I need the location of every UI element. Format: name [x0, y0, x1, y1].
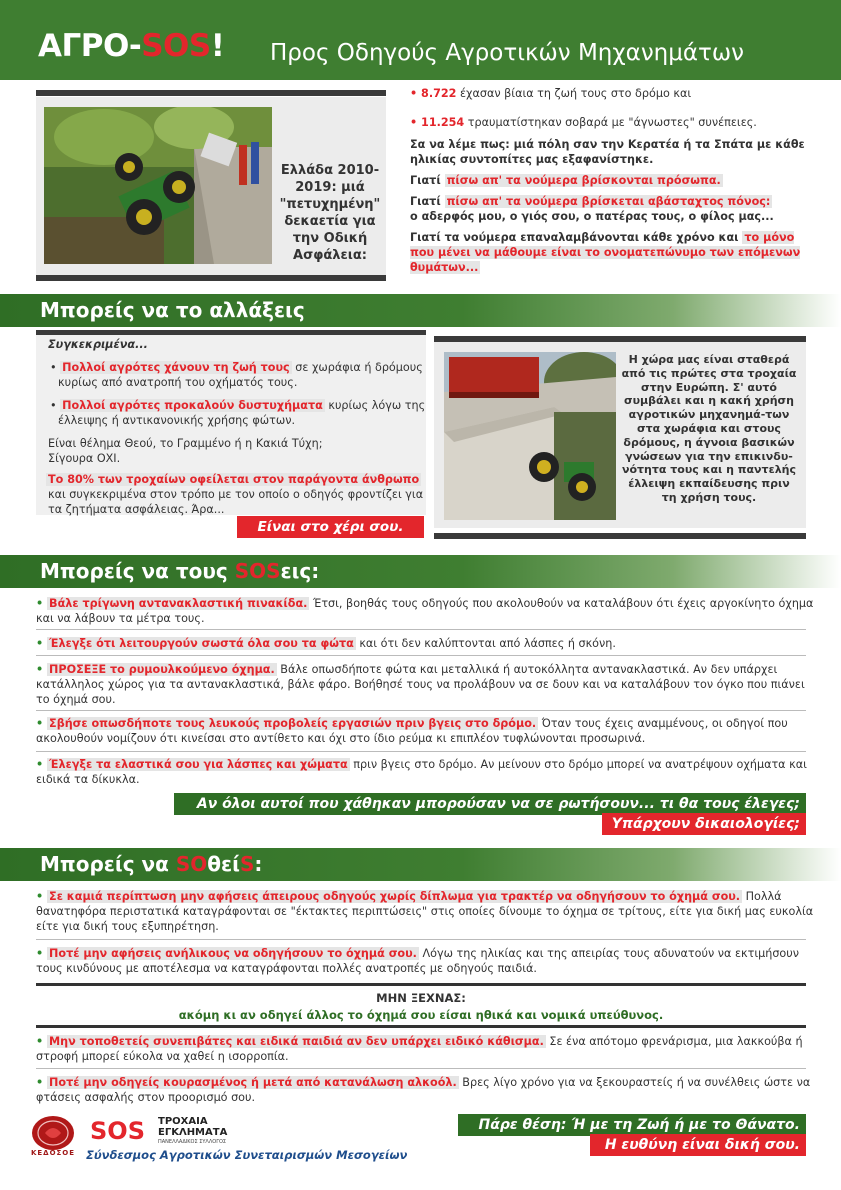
s4-divider-2 [36, 1068, 806, 1069]
s3-item-5: • Έλεγξε τα ελαστικά σου για λάσπες και χώματα πριν βγεις στο δρόμο. Αν μείνουν στο δρόμο μπορεί να ανατρέψουν οχήματα και ειδικά τα δίκυκλα. [36, 758, 807, 786]
s3-cta-question: Αν όλοι αυτοί που χάθηκαν μπορούσαν να σε ρωτήσουν... τι θα τους έλεγες; [174, 793, 806, 815]
bridge-tractor-photo [444, 352, 616, 520]
stat-line-4: Γιατί πίσω απ' τα νούμερα βρίσκονται πρόσωπα. [410, 174, 721, 187]
sos-logo-association: ΠΑΝΕΛΛΑΔΙΚΟΣ ΣΥΛΛΟΓΟΣ [158, 1139, 227, 1145]
s2-line4: Σίγουρα ΟΧΙ. [48, 452, 121, 465]
section2-banner [0, 294, 841, 327]
s4-item-4: • Ποτέ μην οδηγείς κουρασμένος ή μετά από κατανάλωση αλκοόλ. Βρες λίγο χρόνο για να ξεκουραστείς ή να συνέλθεις ώστε να φτάσεις ασφαλής στον προορισμό σου. [36, 1076, 811, 1104]
s3-divider-2 [36, 655, 806, 656]
s3-divider-3 [36, 710, 806, 711]
s4-divider-1 [36, 939, 806, 940]
stat-line-3: Σα να λέμε πως: μιά πόλη σαν την Κερατέα ή τα Σπάτα με κάθε ηλικίας συντοπίτες μας εξαφανίστηκε. [410, 138, 805, 166]
title-exclaim: ! [210, 28, 225, 64]
s2-cta: Είναι στο χέρι σου. [237, 516, 424, 538]
s2-item-2: • Πολλοί αγρότες προκαλούν δυστυχήματα κυρίως λόγω της έλλειψης ή αντικανονικής χρήσης φώτων. [50, 399, 426, 427]
section3-title: Μπορείς να τους SOSεις: [40, 559, 320, 583]
s4-cta-responsibility: Η ευθύνη είναι δική σου. [590, 1134, 806, 1156]
section2-title: Μπορείς να το αλλάξεις [40, 298, 305, 322]
header-banner [0, 0, 841, 80]
s3-item-1: • Βάλε τρίγωνη αντανακλαστική πινακίδα. Έτσι, βοηθάς τους οδηγούς που ακολουθούν να καταλάβουν ότι έχεις αργοκίνητο όχημα και να λάβουν τα μέτρα τους. [36, 597, 814, 625]
s2-intro: Συγκεκριμένα... [48, 338, 148, 351]
section4-title: Μπορείς να SOθείS: [40, 852, 263, 876]
top-stats-list [410, 86, 810, 281]
stat-line-6: Γιατί τα νούμερα επαναλαμβάνονται κάθε χρόνο και το μόνο που μένει να μάθουμε είναι το ονοματεπώνυμο των επόμενων θυμάτων... [410, 231, 801, 274]
main-title [38, 28, 224, 64]
title-part1: ΑΓΡΟ- [38, 28, 142, 64]
top-bar [36, 90, 386, 96]
s4-cta-choose: Πάρε θέση: Ή με τη Ζωή ή με το Θάνατο. [458, 1114, 806, 1136]
remember-box [36, 990, 806, 1024]
s4-item-1: • Σε καμιά περίπτωση μην αφήσεις άπειρους οδηγούς χωρίς δίπλωμα για τρακτέρ να οδηγήσουν το όχημά σου. Πολλά θανατηφόρα περιστατικά καταγράφονται σε "έκτακτες περιπτώσεις" στις οποίες δίνουμε το όχημα σε τρίτους, είτε για δική μας ευκολία είτε για δική τους εξυπηρέτηση. [36, 890, 814, 933]
s2-line5: Το 80% των τροχαίων οφείλεται στον παράγοντα άνθρωπο [48, 473, 420, 486]
s2-line3: Είναι θέλημα Θεού, το Γραμμένο ή η Κακιά Τύχη; [48, 437, 323, 450]
s2-right-bar-bottom [434, 533, 806, 539]
s2-right-text: Η χώρα μας είναι σταθερά από τις πρώτες στα τροχαία στην Ευρώπη. Σ' αυτό συμβάλει και η κακή χρήση αγροτικών μηχανημά-των στα χωράφια και στους δρόμους, η άγνοια βασικών γνώσεων για την επικινδυ-νότητα τους και η παντελής έλλειψη εκπαίδευσης πριν τη χρήση τους. [621, 353, 797, 504]
s2-line5-text: και συγκεκριμένα στον τρόπο με τον οποίο ο οδηγός φροντίζει για τα ζητήματα ασφάλειας. Άρα... [48, 488, 424, 516]
section3-banner [0, 555, 841, 588]
top-bar-bottom [36, 275, 386, 281]
section4-banner [0, 848, 841, 881]
s2-item-1: • Πολλοί αγρότες χάνουν τη ζωή τους σε χωράφια ή δρόμους κυρίως από ανατροπή του οχήματός τους. [50, 361, 423, 389]
kedoe-label: ΚΕΔΟΣΟΕ [30, 1149, 76, 1157]
overturned-tractor-photo [44, 107, 272, 264]
s4-item-3: • Μην τοποθετείς συνεπιβάτες και ειδικά παιδιά αν δεν υπάρχει ειδικό κάθισμα. Σε ένα απότομο φρενάρισμα, μια λακκούβα ή στροφή μπορεί εύκολα να χαθεί η ισορροπία. [36, 1035, 803, 1063]
remember-bar-top [36, 983, 806, 986]
s4-item-2: • Ποτέ μην αφήσεις ανήλικους να οδηγήσουν το όχημά σου. Λόγω της ηλικίας και της απειρίας τους αδυνατούν να εκτιμήσουν τους κινδύνους με αποτέλεσμα να καταγράφονται πολλές ανατροπές με οδηγούς παιδιά. [36, 947, 799, 975]
remember-heading: ΜΗΝ ΞΕΧΝΑΣ: [376, 991, 466, 1005]
title-sos: SOS [141, 28, 211, 64]
stat-line-5: Γιατί πίσω απ' τα νούμερα βρίσκεται αβάσταχτος πόνος: ο αδερφός μου, ο γιός σου, ο πατέρας τους, ο φίλος μας... [410, 195, 774, 223]
s3-item-2: • Έλεγξε ότι λειτουργούν σωστά όλα σου τα φώτα και ότι δεν καλύπτονται από λάσπες ή σκόνη. [36, 637, 616, 650]
top-caption: Ελλάδα 2010-2019: μιά "πετυχημένη" δεκαετία για την Οδική Ασφάλεια: [279, 163, 381, 263]
footer-union-name: Σύνδεσμος Αγροτικών Συνεταιρισμών Μεσογείων [86, 1148, 408, 1162]
main-subtitle: Προς Οδηγούς Αγροτικών Μηχανημάτων [270, 40, 744, 66]
sos-logo-subtext: ΤΡΟΧΑΙΑ ΕΓΚΛΗΜΑΤΑ [158, 1116, 228, 1138]
s3-divider-1 [36, 629, 806, 630]
s3-cta-excuses: Υπάρχουν δικαιολογίες; [602, 813, 806, 835]
s3-item-4: • Σβήσε οπωσδήποτε τους λευκούς προβολείς εργασιών πριν βγεις στο δρόμο. Όταν τους έχεις αναμμένους, οι οδηγοί που ακολουθούν νομίζουν ότι κινείσαι στο αντίθετο και όχι στο ίδιο ρεύμα κι επιπλέον τυφλώνονται προσωρινά. [36, 717, 788, 745]
stat-line-2: • 11.254 τραυματίστηκαν σοβαρά με "άγνωστες" συνέπειες. [410, 116, 757, 129]
sos-logo-text: SOS [90, 1117, 145, 1145]
remember-text: ακόμη κι αν οδηγεί άλλος το όχημά σου είσαι ηθικά και νομικά υπεύθυνος. [178, 1008, 664, 1022]
s3-item-3: • ΠΡΟΣΕΞΕ το ρυμουλκούμενο όχημα. Βάλε οπωσδήποτε φώτα και μεταλλικά ή αυτοκόλλητα αντανακλαστικά. Αν δεν υπάρχει κατάλληλος χώρος για τα αντανακλαστικά, βάλε φάρο. Βοήθησέ τους να προλάβουν να σε δουν και να καταλάβουν τον όγκο που πιάνει το όχημά σου. [36, 663, 805, 706]
s3-divider-4 [36, 751, 806, 752]
remember-bar-bottom [36, 1025, 806, 1028]
s2-text [48, 337, 428, 517]
stat-line-1: • 8.722 έχασαν βίαια τη ζωή τους στο δρόμο και [410, 87, 692, 100]
